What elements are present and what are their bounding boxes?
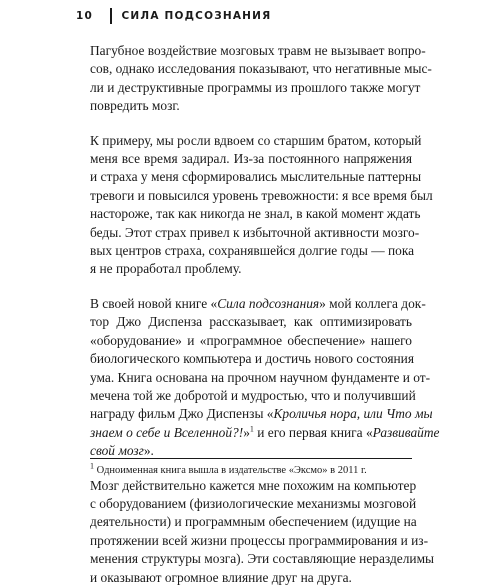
text-line: деятельности) и программным обеспечением (идущие на [90, 514, 417, 530]
running-header [76, 8, 271, 24]
text-line: Мозг действительно кажется мне похожим на компьютер [90, 477, 417, 493]
text-line: ума. Книга основана на прочном научном фундаменте и от- [90, 369, 431, 385]
paragraph-3 [90, 295, 440, 461]
text-line: беды. Этот страх привел к избыточной активности мозго- [90, 224, 420, 240]
text-line: «оборудование» и «программное обеспечение» нашего [90, 332, 412, 348]
text-line: меня все время задирал. Из-за постоянного напряжения [90, 151, 412, 167]
text-line: награду фильм Джо Диспензы «Кроличья нора, или Что мы [90, 406, 433, 422]
text-line: повредить мозг. [90, 98, 180, 114]
text-line: я не проработал проблему. [90, 261, 242, 277]
text-line: вых центров страха, сохранявшейся долгие годы — пока [90, 243, 415, 259]
page-number: 10 [76, 10, 94, 22]
footnote-marker: 1 [90, 461, 94, 471]
text-line: тревоги и повысился уровень тревожности: я все время был [90, 187, 433, 203]
body-text [90, 42, 440, 587]
footnote-divider [90, 458, 412, 459]
text-line: сов, однако исследования показывают, что негативные мыс- [90, 61, 432, 77]
text-line: свой мозг». [90, 443, 154, 459]
text-line: Пагубное воздействие мозговых травм не вызывает вопро- [90, 43, 426, 58]
text-line: и оказывают огромное влияние друг на друга. [90, 569, 352, 585]
text-line: В своей новой книге «Сила подсознания» мой коллега док- [90, 295, 426, 311]
header-divider [110, 8, 112, 24]
text-line: ли и деструктивные программы из прошлого также могут [90, 79, 421, 95]
text-line: мечена той же добротой и мудростью, что и получивший [90, 387, 416, 403]
running-title: СИЛА ПОДСОЗНАНИЯ [121, 10, 272, 22]
text-line: протяжении всей жизни процессы программирования и из- [90, 532, 429, 548]
footnote-text: Одноименная книга вышла в издательстве «Эксмо» в 2011 г. [96, 465, 367, 476]
text-line: с оборудованием (физиологические механизмы мозговой [90, 495, 417, 511]
paragraph-4 [90, 477, 435, 587]
text-line: знаем о себе и Вселенной?!»$^1$ и его первая книга «Развивайте [90, 424, 440, 440]
text-line: биологического компьютера и достичь нового состояния [90, 351, 415, 367]
footnote [90, 461, 412, 477]
paragraph-2 [90, 132, 433, 279]
text-line: менения структуры мозга). Эти составляющие неразделимы [90, 551, 435, 567]
text-line: настороже, так как никогда не знал, в какой момент ждать [90, 206, 421, 222]
paragraph-1 [90, 42, 432, 116]
text-line: тор Джо Диспенза рассказывает, как оптимизировать [90, 314, 412, 330]
text-line: К примеру, мы росли вдвоем со старшим братом, который [90, 132, 422, 148]
text-line: и страха у меня сформировались мыслительные паттерны [90, 169, 422, 185]
